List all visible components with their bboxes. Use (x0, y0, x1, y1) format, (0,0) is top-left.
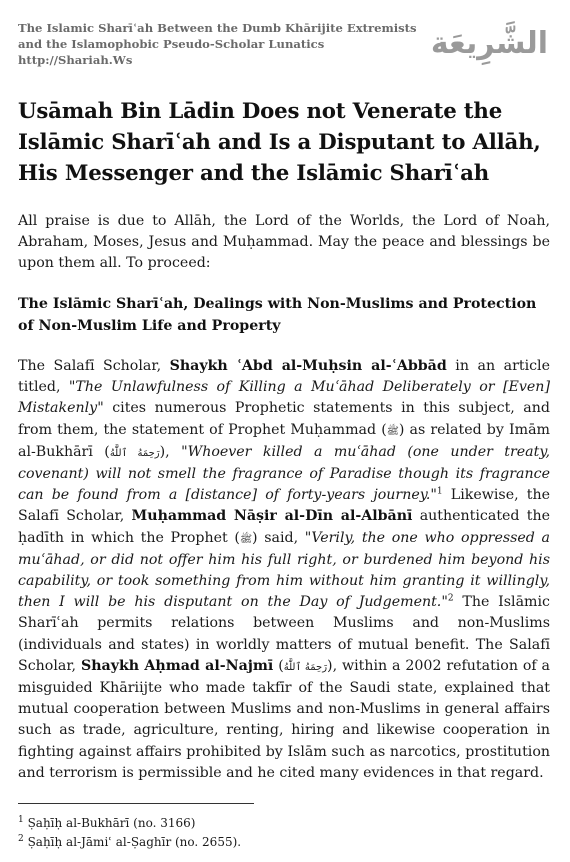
shariah-logo: الشَّرِيعَة (430, 26, 548, 61)
footnotes (18, 814, 241, 852)
text-run: The Islāmic Sharīʿah permits relations between Muslims and non-Muslims (individuals and states) in worldly matters of mutual benefit. The Salafī Scholar, (18, 594, 550, 674)
text-run: in an article titled, " (18, 358, 550, 396)
footnote-ref[interactable]: 2 (447, 593, 454, 604)
article-title: The Unlawfulness of Killing a Muʿāhad Deliberately or [Even] Mistakenly (18, 379, 550, 417)
header-line-1: The Islamic Sharīʿah Between the Dumb Khārijite Extremists (18, 21, 417, 35)
rahimahullah-glyph: رَحِمَهُ ٱللَّٰهُ (283, 661, 328, 673)
footnote-number: 2 (18, 834, 24, 844)
text-run: ) as related by Imām al-Bukhārī ( (18, 421, 550, 460)
header-url: http://Shariah.Ws (18, 53, 133, 67)
text-run: " (430, 487, 437, 504)
page-title: Usāmah Bin Lādin Does not Venerate the Islāmic Sharīʿah and Is a Disputant to Allāh, His Messenger and the Islāmic Sharīʿah (18, 99, 541, 186)
header-line-2: and the Islamophobic Pseudo-Scholar Lunatics (18, 37, 325, 51)
main-paragraph (18, 356, 550, 784)
footnote-text: Ṣaḥīḥ al-Bukhārī (no. 3166) (27, 816, 196, 830)
rahimahullah-glyph: رَحِمَهُ ٱللَّٰهُ (109, 447, 160, 459)
text-run: ), " (159, 443, 188, 460)
scholar-name: Shaykh ʿAbd al-Muḥsin al-ʿAbbād (169, 358, 447, 374)
section-heading: The Islāmic Sharīʿah, Dealings with Non-Muslims and Protection of Non-Muslim Life and Property (18, 296, 537, 334)
footnote-divider (18, 803, 254, 804)
footnote-item (18, 833, 241, 852)
footnote-number: 1 (18, 815, 24, 825)
footnote-item (18, 814, 241, 833)
hadith-quote: Whoever killed a muʿāhad (one under treaty, covenant) will not smell the fragrance of Paradise though its fragrance can be found from a [distance] of forty-years journey. (18, 443, 550, 504)
text-run: " cites numerous Prophetic statements in this subject, and from them, the statement of Prophet Muḥammad ( (18, 400, 550, 438)
text-run: ) said, " (252, 529, 312, 546)
text-run: The Salafī Scholar, (18, 358, 170, 374)
salawat-glyph: ﷺ (386, 425, 399, 437)
text-run: " (441, 594, 448, 611)
scholar-name: Shaykh Aḥmad al-Najmī (80, 657, 274, 674)
salawat-glyph: ﷺ (239, 533, 253, 545)
hadith-quote: Verily, the one who oppressed a muʿāhad, or did not offer him his full right, or burdened him beyond his capability, or took something from him without him granting it willingly, then I will be his disputant on the Day of Judgement. (18, 529, 551, 611)
footnote-text: Ṣaḥīḥ al-Jāmiʿ al-Ṣaghīr (no. 2655). (27, 835, 242, 849)
footnote-ref[interactable]: 1 (436, 486, 443, 497)
text-run: authenticated the ḥadīth in which the Prophet ( (18, 508, 550, 546)
document-header (18, 20, 418, 68)
text-run: ( (273, 657, 284, 674)
scholar-name: Muḥammad Nāṣir al-Dīn al-Albānī (131, 508, 413, 525)
intro-paragraph: All praise is due to Allāh, the Lord of the Worlds, the Lord of Noah, Abraham, Moses, Jesus and Muḥammad. May the peace and blessings be upon them all. To proceed: (18, 213, 550, 272)
text-run: ), within a 2002 refutation of a misguided Khāriijte who made takfīr of the Saudi state, explained that mutual cooperation between Muslims and non-Muslims in general affairs such as trade, agriculture, renting, hiring and likewise cooperation in fighting against affairs prohibited by Islām such as narcotics, prostitution and terrorism is permissible and he cited many evidences in that regard. (18, 657, 550, 781)
text-run: Likewise, the Salafī Scholar, (18, 487, 551, 525)
